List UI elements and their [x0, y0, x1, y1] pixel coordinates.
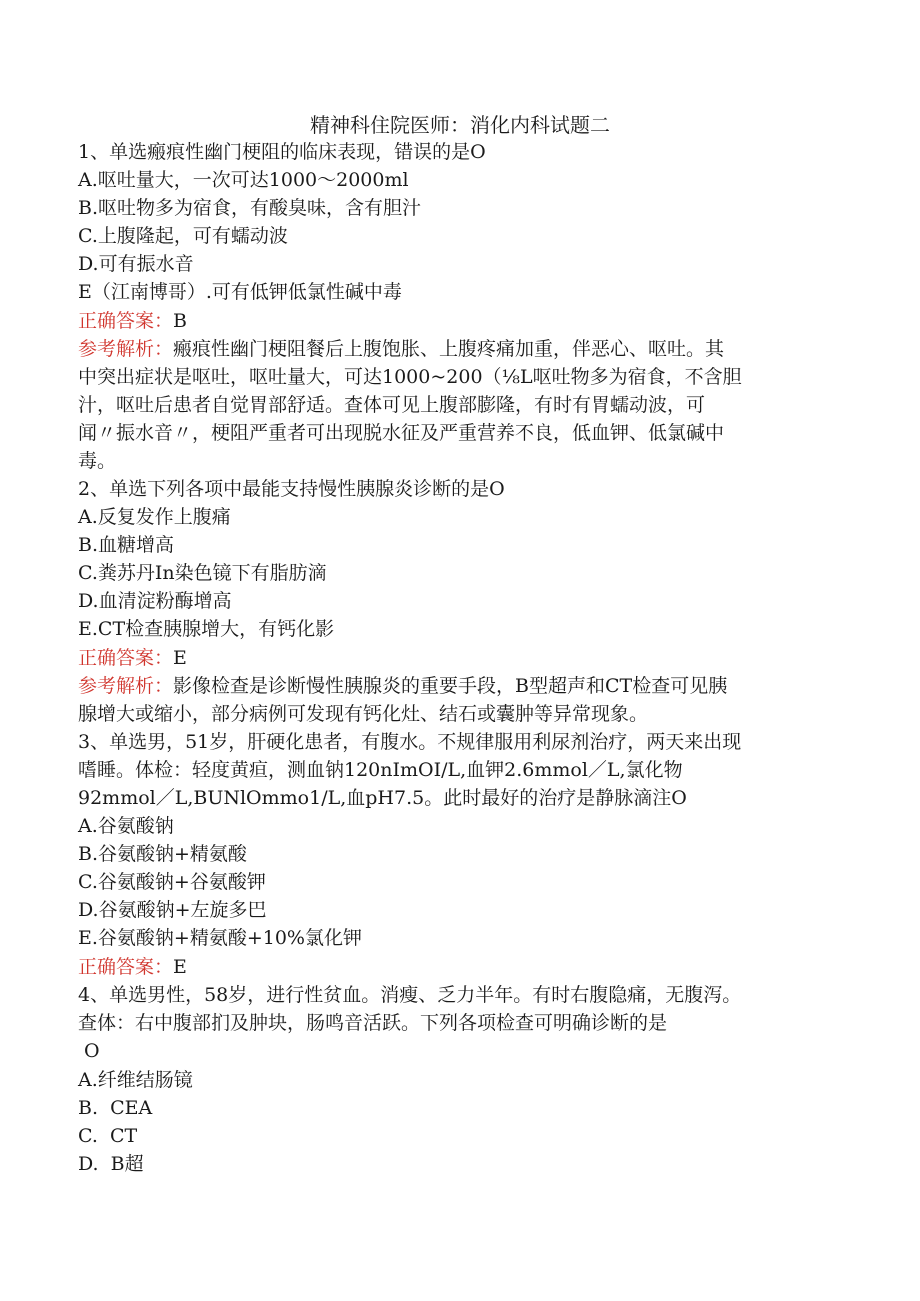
- question-3-stem-line-3: 92mmol／L,BUNlOmmo1/L,血pH7.5。此时最好的治疗是静脉滴注O: [78, 787, 687, 809]
- question-2-option-e: E.CT检查胰腺增大，有钙化影: [78, 618, 335, 640]
- question-2-analysis-line-1: [78, 673, 727, 700]
- question-3-option-c: C.谷氨酸钠+谷氨酸钾: [78, 871, 266, 893]
- question-4-option-c: C. CT: [78, 1125, 138, 1147]
- question-4-option-d: D. B超: [78, 1153, 144, 1175]
- question-1-analysis-line-1: [78, 336, 724, 363]
- answer-value: E: [173, 956, 187, 978]
- question-1-option-d: D.可有振水音: [78, 253, 194, 275]
- question-3-option-e: E.谷氨酸钠+精氨酸+10%氯化钾: [78, 927, 362, 949]
- question-4-option-b: B. CEA: [78, 1097, 153, 1119]
- question-1-option-b: B.呕吐物多为宿食，有酸臭味，含有胆汁: [78, 197, 422, 219]
- question-1-analysis-line-2: 中突出症状是呕吐，呕吐量大，可达1000~200（⅛L呕吐物多为宿食，不含胆: [78, 366, 742, 388]
- question-4-stem-line-2: 查体：右中腹部扪及肿块，肠鸣音活跃。下列各项检查可明确诊断的是: [78, 1012, 668, 1034]
- question-3-option-d: D.谷氨酸钠+左旋多巴: [78, 899, 267, 921]
- question-1-option-e: E（江南博哥）.可有低钾低氯性碱中毒: [78, 281, 402, 303]
- question-2-analysis-line-2: 腺增大或缩小，部分病例可发现有钙化灶、结石或囊肿等异常现象。: [78, 703, 649, 725]
- question-2-option-c: C.粪苏丹In染色镜下有脂肪滴: [78, 562, 327, 584]
- question-4-option-a: A.纤维结肠镜: [78, 1069, 193, 1091]
- question-1-analysis-line-5: 毒。: [78, 450, 117, 472]
- answer-value: E: [173, 647, 187, 669]
- answer-value: B: [173, 310, 187, 332]
- answer-label: 正确答案：: [78, 956, 174, 978]
- question-4-stem-line-1: 4、单选男性，58岁，进行性贫血。消瘦、乏力半年。有时右腹隐痛，无腹泻。: [78, 984, 742, 1006]
- question-1-analysis-line-3: 汁，呕吐后患者自觉胃部舒适。查体可见上腹部膨隆，有时有胃蠕动波，可: [78, 394, 706, 416]
- question-3-answer: [78, 954, 187, 981]
- question-1-answer: [78, 308, 187, 335]
- question-1-stem: 1、单选瘢痕性幽门梗阻的临床表现，错误的是O: [78, 141, 486, 163]
- question-3-stem-line-2: 嗜睡。体检：轻度黄疸，测血钠120nImOI/L,血钾2.6mmol／L,氯化物: [78, 759, 683, 781]
- analysis-label: 参考解析：: [78, 675, 174, 697]
- question-2-option-b: B.血糖增高: [78, 534, 175, 556]
- question-2-option-a: A.反复发作上腹痛: [78, 506, 231, 528]
- question-2-option-d: D.血清淀粉酶增高: [78, 590, 232, 612]
- question-2-answer: [78, 645, 187, 672]
- question-3-option-b: B.谷氨酸钠+精氨酸: [78, 843, 247, 865]
- question-4-stem-line-3: O: [78, 1040, 100, 1062]
- question-1-option-a: A.呕吐量大，一次可达1000～2000ml: [78, 169, 409, 191]
- answer-label: 正确答案：: [78, 310, 174, 332]
- question-1-option-c: C.上腹隆起，可有蠕动波: [78, 225, 288, 247]
- analysis-text: 影像检查是诊断慢性胰腺炎的重要手段，B型超声和CT检查可见胰: [173, 675, 728, 697]
- answer-label: 正确答案：: [78, 647, 174, 669]
- document-title: 精神科住院医师：消化内科试题二: [310, 113, 610, 137]
- analysis-text: 瘢痕性幽门梗阻餐后上腹饱胀、上腹疼痛加重，伴恶心、呕吐。其: [173, 338, 725, 360]
- question-1-analysis-line-4: 闻〃振水音〃，梗阻严重者可出现脱水征及严重营养不良，低血钾、低氯碱中: [78, 422, 725, 444]
- analysis-label: 参考解析：: [78, 338, 174, 360]
- question-3-option-a: A.谷氨酸钠: [78, 815, 174, 837]
- question-3-stem-line-1: 3、单选男，51岁，肝硬化患者，有腹水。不规律服用利尿剂治疗，两天来出现: [78, 731, 742, 753]
- question-2-stem: 2、单选下列各项中最能支持慢性胰腺炎诊断的是O: [78, 478, 505, 500]
